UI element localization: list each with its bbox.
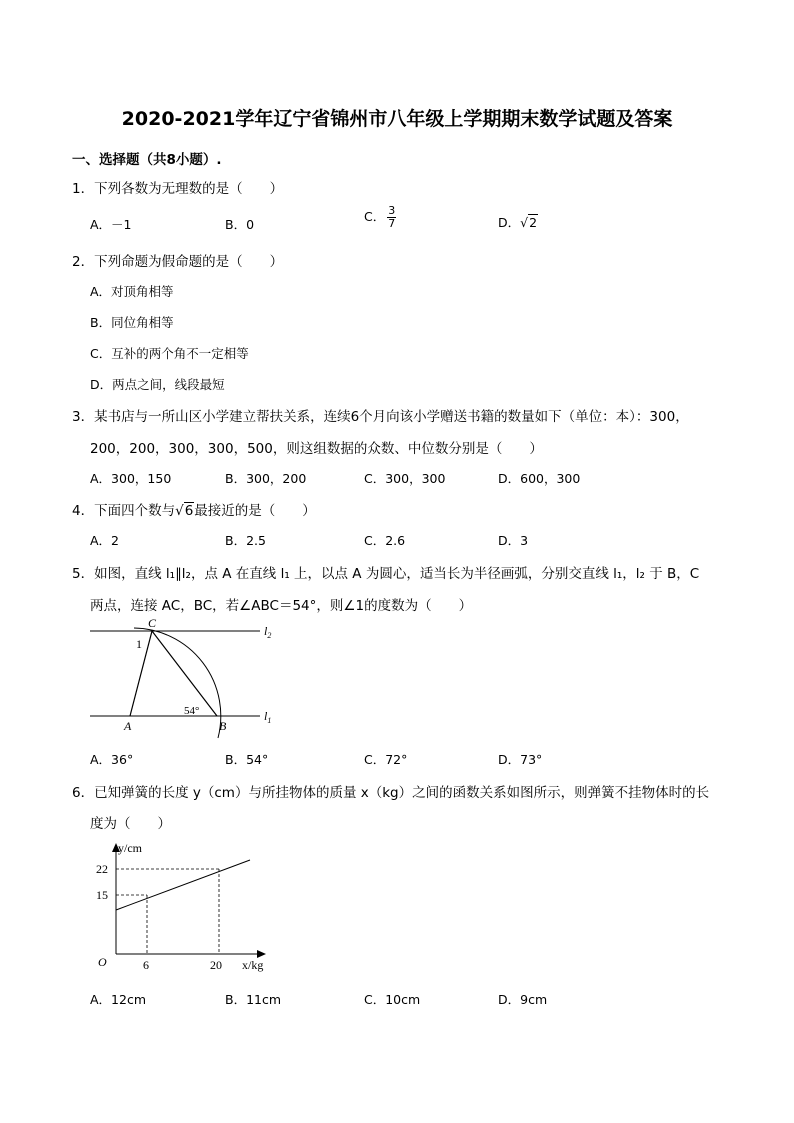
q1-option-c bbox=[364, 205, 396, 230]
sqrt-symbol: √2 bbox=[520, 215, 538, 230]
q4-option-d: D．3 bbox=[498, 533, 529, 548]
q1-option-a: A．－1 bbox=[90, 217, 132, 232]
geometry-figure bbox=[84, 612, 284, 742]
q4-option-c: C．2.6 bbox=[364, 533, 406, 548]
q6-option-d: D．9cm bbox=[498, 992, 548, 1007]
q2-option-d: D．两点之间，线段最短 bbox=[90, 377, 225, 392]
y-axis-label: y/cm bbox=[118, 841, 142, 855]
question-5-line-2: 两点，连接 AC，BC，若∠ABC＝54°，则∠1的度数为（ ） bbox=[90, 598, 473, 614]
q1-option-b: B．0 bbox=[225, 217, 255, 232]
q6-option-a: A．12cm bbox=[90, 992, 147, 1007]
origin-label: O bbox=[98, 955, 107, 969]
q5-option-a: A．36° bbox=[90, 752, 134, 767]
question-4-text-end: 最接近的是（ ） bbox=[194, 503, 316, 519]
question-3-line-1: 3．某书店与一所山区小学建立帮扶关系，连续6个月向该小学赠送书籍的数量如下（单位：本）：300， bbox=[72, 409, 689, 425]
question-3-line-2: 200，200，300，300，500，则这组数据的众数、中位数分别是（ ） bbox=[90, 441, 543, 457]
question-5-line-1: 5．如图，直线 l₁∥l₂，点 A 在直线 l₁ 上，以点 A 为圆心，适当长为半径画弧，分别交直线 l₁，l₂ 于 B，C bbox=[72, 566, 700, 582]
segment-bc bbox=[152, 631, 217, 716]
function-graph bbox=[88, 838, 288, 978]
q4-option-a: A．2 bbox=[90, 533, 120, 548]
q6-option-b: B．11cm bbox=[225, 992, 282, 1007]
q1-option-c-label: C． bbox=[364, 209, 386, 224]
q5-option-d: D．73° bbox=[498, 752, 543, 767]
sqrt-symbol: √6 bbox=[175, 503, 194, 519]
question-1: 1．下列各数为无理数的是（ ） bbox=[72, 181, 284, 197]
question-4-text: 4．下面四个数与 bbox=[72, 503, 176, 519]
page-title: 2020-2021学年辽宁省锦州市八年级上学期期末数学试题及答案 bbox=[121, 108, 673, 130]
x-axis-arrow bbox=[257, 950, 266, 958]
point-c-label: C bbox=[148, 616, 157, 630]
q1-option-d-label: D． bbox=[498, 215, 521, 230]
q2-option-b: B．同位角相等 bbox=[90, 315, 174, 330]
section-heading: 一、选择题（共8小题）. bbox=[72, 152, 222, 168]
y-tick-15: 15 bbox=[96, 888, 108, 902]
arc bbox=[134, 628, 221, 738]
q2-option-a: A．对顶角相等 bbox=[90, 284, 174, 299]
question-6-line-1: 6．已知弹簧的长度 y（cm）与所挂物体的质量 x（kg）之间的函数关系如图所示，则弹簧不挂物体时的长 bbox=[72, 785, 710, 801]
q2-option-c: C．互补的两个角不一定相等 bbox=[90, 346, 249, 361]
q5-option-c: C．72° bbox=[364, 752, 408, 767]
angle-1-label: 1 bbox=[136, 637, 142, 651]
fraction-denominator: 7 bbox=[388, 217, 396, 230]
x-tick-20: 20 bbox=[210, 958, 222, 972]
q3-option-c: C．300，300 bbox=[364, 471, 446, 486]
q3-option-d: D．600，300 bbox=[498, 471, 581, 486]
l2-label: $l_2$ bbox=[264, 624, 272, 640]
x-tick-6: 6 bbox=[143, 958, 149, 972]
l1-label: $l_1$ bbox=[264, 709, 272, 725]
q3-option-b: B．300，200 bbox=[225, 471, 307, 486]
y-tick-22: 22 bbox=[96, 862, 108, 876]
q1-option-d bbox=[498, 213, 538, 231]
radicand: 6 bbox=[184, 503, 194, 519]
q3-option-a: A．300，150 bbox=[90, 471, 172, 486]
q6-option-c: C．10cm bbox=[364, 992, 421, 1007]
radicand: 2 bbox=[529, 215, 538, 230]
point-a-label: A bbox=[124, 719, 132, 733]
angle-54-label: 54° bbox=[184, 705, 200, 717]
x-axis-label: x/kg bbox=[242, 958, 264, 972]
point-b-label: B bbox=[219, 719, 227, 733]
q4-option-b: B．2.5 bbox=[225, 533, 266, 548]
question-2: 2．下列命题为假命题的是（ ） bbox=[72, 254, 284, 270]
fraction bbox=[387, 205, 396, 230]
question-6-line-2: 度为（ ） bbox=[90, 816, 171, 832]
fraction-numerator: 3 bbox=[388, 204, 396, 217]
question-4 bbox=[72, 499, 316, 519]
function-line bbox=[116, 860, 250, 910]
q5-option-b: B．54° bbox=[225, 752, 269, 767]
